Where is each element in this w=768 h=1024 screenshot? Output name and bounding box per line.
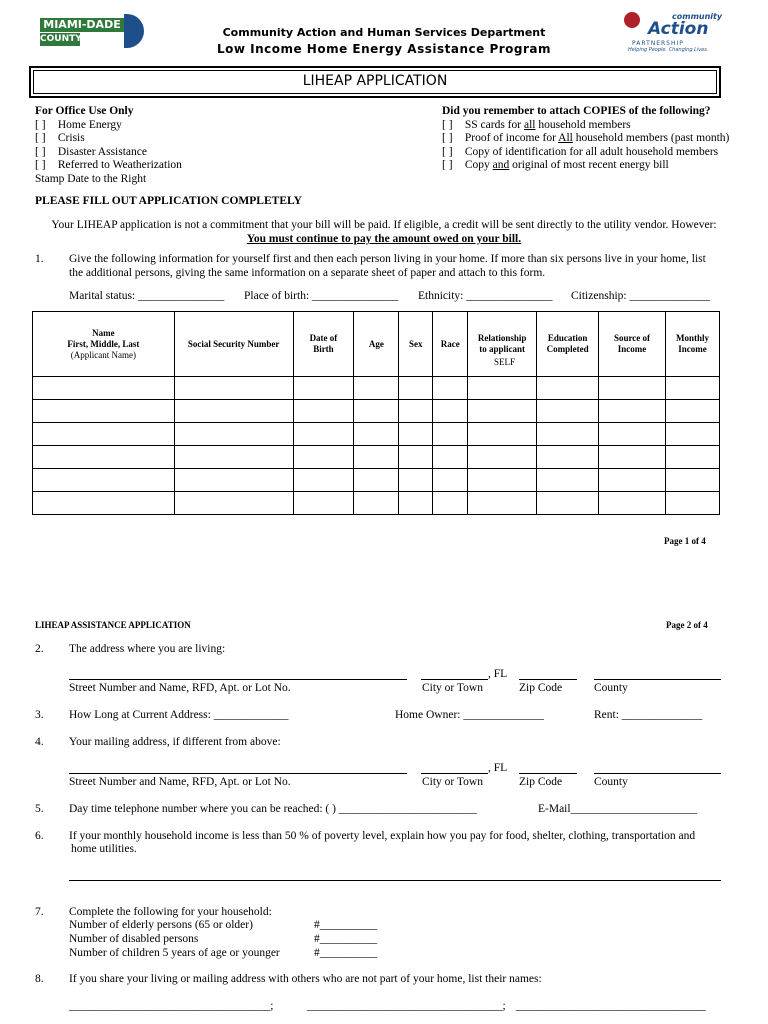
table-cell[interactable]: [174, 446, 293, 469]
logo-left-line1: MIAMI-DADE: [40, 18, 124, 32]
years-at-address-field[interactable]: How Long at Current Address: _____________: [69, 709, 289, 721]
zip-input[interactable]: [519, 679, 577, 680]
page-1-label: Page 1 of 4: [664, 536, 706, 546]
table-cell[interactable]: [174, 423, 293, 446]
elderly-count-field[interactable]: #__________: [314, 919, 378, 931]
checkbox[interactable]: [ ]: [442, 132, 453, 144]
col-age: Age: [354, 312, 399, 377]
table-cell[interactable]: [33, 469, 175, 492]
col-education: Education Completed: [537, 312, 599, 377]
copies-section: [442, 105, 742, 173]
table-cell[interactable]: [537, 400, 599, 423]
explanation-input[interactable]: [69, 880, 721, 881]
table-cell[interactable]: [33, 377, 175, 400]
table-cell[interactable]: [399, 446, 433, 469]
disabled-count-field[interactable]: #__________: [314, 933, 378, 945]
copies-heading: Did you remember to attach COPIES of the following?: [442, 105, 711, 117]
q1-text-line2: the additional persons, giving the same information on a separate sheet of paper and attach to this form.: [69, 267, 546, 279]
table-cell[interactable]: [293, 377, 354, 400]
table-cell[interactable]: [599, 492, 666, 515]
table-cell[interactable]: [433, 469, 468, 492]
table-cell[interactable]: [293, 400, 354, 423]
table-cell[interactable]: [174, 377, 293, 400]
q6-text-line1: If your monthly household income is less than 50 % of poverty level, explain how you pay for food, shelter, clothing, transportation and: [69, 830, 696, 842]
notice-line2: You must continue to pay the amount owed on your bill.: [246, 233, 522, 245]
table-row: [33, 469, 720, 492]
instruction-heading: PLEASE FILL OUT APPLICATION COMPLETELY: [35, 195, 302, 207]
table-cell[interactable]: [293, 423, 354, 446]
table-cell[interactable]: [537, 469, 599, 492]
household-table: [32, 311, 720, 515]
table-cell[interactable]: [399, 377, 433, 400]
table-cell[interactable]: [33, 423, 175, 446]
street-label: Street Number and Name, RFD, Apt. or Lot No.: [69, 776, 291, 788]
copies-text: original of most recent energy bill: [509, 159, 669, 171]
copies-text: All: [558, 132, 573, 144]
q2-text: The address where you are living:: [69, 643, 226, 655]
marital-status-field[interactable]: Marital status: _______________: [69, 290, 225, 302]
copies-text: Proof of income for: [464, 132, 559, 144]
table-cell[interactable]: [433, 446, 468, 469]
col-name: Name First, Middle, Last (Applicant Name): [33, 312, 175, 377]
table-row: [33, 492, 720, 515]
logo-left-line2: COUNTY: [40, 34, 82, 44]
table-cell[interactable]: [468, 492, 537, 515]
question-number: 7.: [35, 906, 44, 918]
table-cell[interactable]: [537, 492, 599, 515]
table-cell[interactable]: [599, 400, 666, 423]
table-cell[interactable]: [33, 492, 175, 515]
elderly-label: Number of elderly persons (65 or older): [69, 919, 253, 931]
table-cell[interactable]: [599, 377, 666, 400]
table-cell[interactable]: [433, 377, 468, 400]
citizenship-field[interactable]: Citizenship: ______________: [571, 290, 710, 302]
county-input[interactable]: [594, 679, 721, 680]
table-cell[interactable]: [354, 446, 399, 469]
table-cell[interactable]: [468, 469, 537, 492]
city-input[interactable]: [421, 679, 488, 680]
col-dob: Date of Birth: [293, 312, 354, 377]
table-cell[interactable]: [468, 423, 537, 446]
mailing-city-input[interactable]: [421, 773, 488, 774]
street-input[interactable]: [69, 679, 407, 680]
question-number: 2.: [35, 643, 44, 655]
col-monthly-income: Monthly Income: [665, 312, 719, 377]
checkbox[interactable]: [ ]: [442, 145, 453, 158]
fl-label: , FL: [488, 668, 508, 680]
checkbox[interactable]: [ ]: [35, 145, 46, 158]
page-title: LIHEAP APPLICATION: [302, 73, 448, 89]
table-cell[interactable]: [468, 377, 537, 400]
table-cell[interactable]: [665, 469, 719, 492]
self-label: SELF: [493, 357, 515, 367]
page-2-label: Page 2 of 4: [666, 620, 708, 630]
table-cell[interactable]: [399, 492, 433, 515]
rent-field[interactable]: Rent: ______________: [594, 709, 703, 721]
city-label: City or Town: [422, 682, 483, 694]
copies-text: SS cards for: [464, 118, 524, 131]
phone-field[interactable]: Day time telephone number where you can be reached: ( ) ________________________: [69, 803, 477, 815]
checkbox[interactable]: [ ]: [35, 132, 46, 144]
county-label: County: [594, 682, 628, 694]
table-cell[interactable]: [293, 469, 354, 492]
table-cell[interactable]: [537, 446, 599, 469]
table-cell[interactable]: [33, 446, 175, 469]
disabled-label: Number of disabled persons: [69, 933, 199, 945]
question-number: 4.: [35, 736, 44, 748]
table-cell[interactable]: [665, 377, 719, 400]
office-item: Disaster Assistance: [57, 145, 147, 158]
table-header-row: [33, 312, 720, 377]
mailing-street-input[interactable]: [69, 773, 407, 774]
table-cell[interactable]: [399, 400, 433, 423]
shared-name-field-1[interactable]: ___________________________________;: [69, 1000, 274, 1012]
table-cell[interactable]: [354, 469, 399, 492]
department-name: Community Action and Human Services Department: [222, 26, 546, 39]
table-cell[interactable]: [354, 492, 399, 515]
col-relationship: Relationship to applicant: [468, 312, 537, 377]
table-cell[interactable]: [599, 446, 666, 469]
city-label: City or Town: [422, 776, 483, 788]
table-cell[interactable]: [293, 492, 354, 515]
shared-name-field-3[interactable]: _________________________________: [516, 1000, 706, 1012]
copies-text: all: [523, 118, 536, 131]
checkbox[interactable]: [ ]: [442, 159, 453, 171]
table-cell[interactable]: [354, 400, 399, 423]
copies-text: Copy of identification for all adult household members: [464, 145, 719, 158]
table-cell[interactable]: [33, 400, 175, 423]
zip-label: Zip Code: [519, 776, 563, 788]
table-cell[interactable]: [599, 423, 666, 446]
table-cell[interactable]: [433, 400, 468, 423]
table-cell[interactable]: [468, 400, 537, 423]
table-cell[interactable]: [599, 469, 666, 492]
copies-text: household members: [535, 118, 631, 131]
col-sex: Sex: [399, 312, 433, 377]
question-number: 1.: [35, 253, 44, 265]
table-cell[interactable]: [537, 423, 599, 446]
checkbox[interactable]: [ ]: [442, 118, 453, 131]
notice-line1: Your LIHEAP application is not a commitment that your bill will be paid. If eligible, a credit will be sent directly to the utility vendor. However:: [51, 219, 717, 231]
office-item: Home Energy: [57, 118, 122, 131]
office-item: Crisis: [57, 132, 85, 144]
question-number: 6.: [35, 830, 44, 842]
table-cell[interactable]: [399, 423, 433, 446]
q8-text: If you share your living or mailing address with others who are not part of your home, list their names:: [69, 973, 542, 985]
table-cell[interactable]: [354, 377, 399, 400]
table-cell[interactable]: [665, 400, 719, 423]
copies-text: Copy: [464, 159, 493, 171]
q6-text-line2: home utilities.: [71, 843, 137, 855]
col-ssn: Social Security Number: [174, 312, 293, 377]
table-cell[interactable]: [665, 492, 719, 515]
question-number: 3.: [35, 709, 44, 721]
col-race: Race: [433, 312, 468, 377]
figure-icon: [624, 12, 640, 28]
zip-label: Zip Code: [519, 682, 563, 694]
fl-label: , FL: [488, 762, 508, 774]
mailing-zip-input[interactable]: [519, 773, 577, 774]
title-box: [29, 66, 721, 98]
children-label: Number of children 5 years of age or younger: [69, 947, 280, 959]
question-number: 5.: [35, 803, 44, 815]
table-row: [33, 446, 720, 469]
table-cell[interactable]: [354, 423, 399, 446]
office-use-section: [35, 105, 365, 186]
q7-heading: Complete the following for your household:: [69, 906, 272, 918]
checkbox[interactable]: [ ]: [35, 159, 46, 171]
table-row: [33, 377, 720, 400]
table-cell[interactable]: [665, 423, 719, 446]
county-label: County: [594, 776, 628, 788]
place-of-birth-field[interactable]: Place of birth: _______________: [244, 290, 399, 302]
home-owner-field[interactable]: Home Owner: ______________: [395, 709, 544, 721]
table-cell[interactable]: [174, 469, 293, 492]
table-cell[interactable]: [537, 377, 599, 400]
ethnicity-field[interactable]: Ethnicity: _______________: [418, 290, 553, 302]
table-row: [33, 423, 720, 446]
q4-text: Your mailing address, if different from above:: [69, 736, 281, 748]
street-label: Street Number and Name, RFD, Apt. or Lot No.: [69, 682, 291, 694]
mailing-county-input[interactable]: [594, 773, 721, 774]
question-number: 8.: [35, 973, 44, 985]
table-cell[interactable]: [174, 400, 293, 423]
table-cell[interactable]: [174, 492, 293, 515]
table-cell[interactable]: [293, 446, 354, 469]
table-cell[interactable]: [665, 446, 719, 469]
q1-text-line1: Give the following information for yourself first and then each person living in your home. If more than six persons live in your home, list: [69, 253, 706, 265]
page-2-header: LIHEAP ASSISTANCE APPLICATION: [35, 620, 191, 630]
table-cell[interactable]: [399, 469, 433, 492]
table-cell[interactable]: [433, 492, 468, 515]
email-field[interactable]: E-Mail______________________: [538, 803, 698, 815]
table-row: [33, 400, 720, 423]
children-count-field[interactable]: #__________: [314, 947, 378, 959]
table-cell[interactable]: [433, 423, 468, 446]
office-item: Referred to Weatherization: [57, 159, 182, 171]
program-name: Low Income Home Energy Assistance Program: [216, 42, 552, 56]
col-income-source: Source of Income: [599, 312, 666, 377]
office-use-heading: For Office Use Only: [35, 105, 134, 117]
checkbox[interactable]: [ ]: [35, 118, 46, 131]
copies-text: and: [492, 159, 510, 171]
table-cell[interactable]: [468, 446, 537, 469]
shared-name-field-2[interactable]: __________________________________;: [307, 1000, 506, 1012]
community-action-logo: community Action PARTNERSHIP Helping People. Changing Lives.: [618, 12, 718, 52]
copies-text: household members (past month): [572, 132, 730, 144]
stamp-note: Stamp Date to the Right: [35, 172, 147, 185]
